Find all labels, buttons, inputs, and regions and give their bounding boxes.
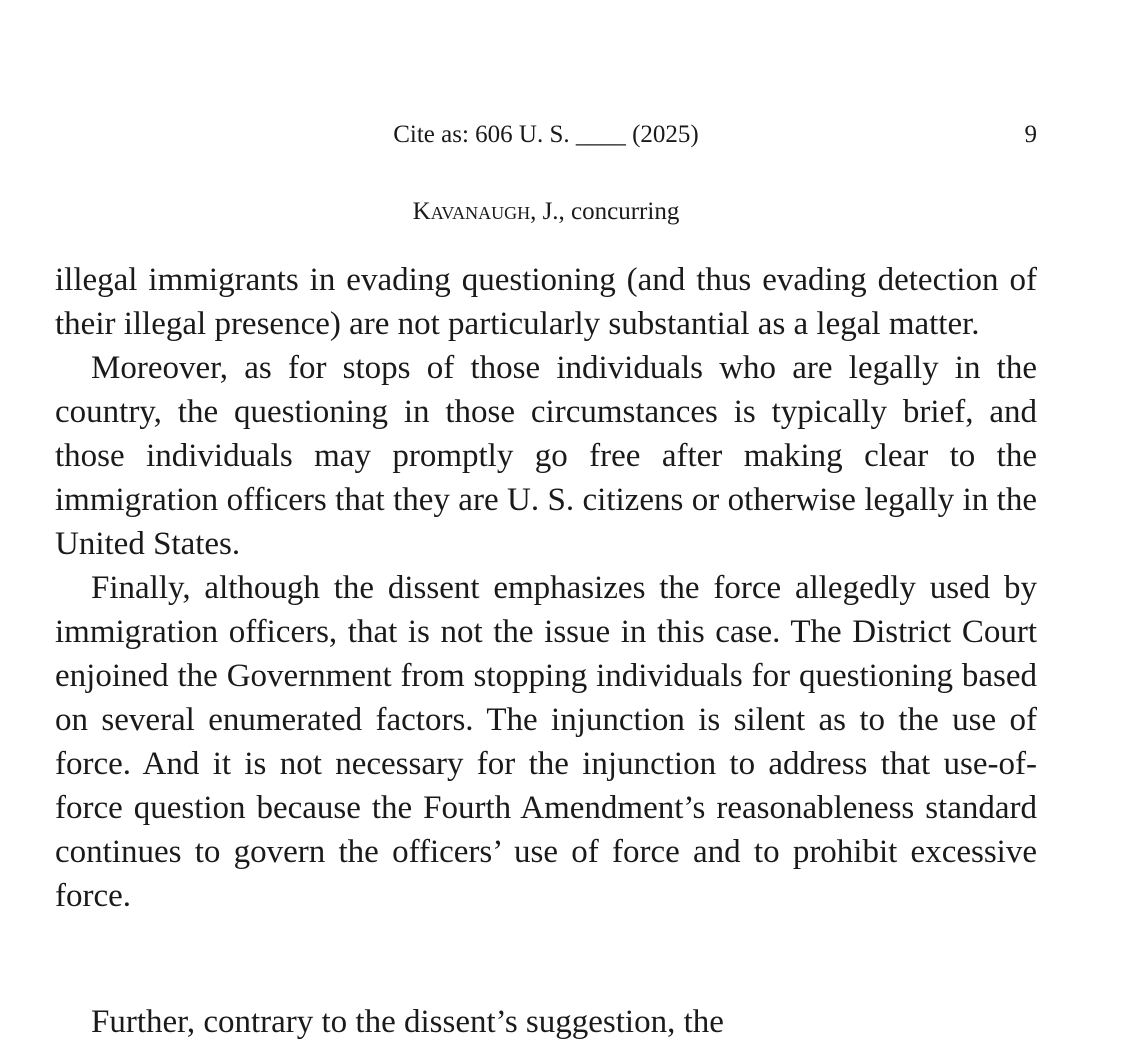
- cut-off-text-line: Further, contrary to the dissent’s suggestion, the: [91, 1004, 724, 1040]
- paragraph: Finally, although the dissent emphasizes the force allegedly used by immigration officers, that is not the issue in this case. The District Court enjoined the Government from stopping individuals for questioning based on several enumerated factors. The injunction is silent as to the use of force. And it is not necessary for the injunction to address that use-of-force question because the Fourth Amendment’s reasonableness standard continues to govern the officers’ use of force and to prohibit excessive force.: [55, 570, 1037, 914]
- running-head: [0, 121, 1125, 153]
- opinion-body: [55, 258, 1037, 918]
- paragraph-continued: illegal immigrants in evading questioning (and thus evading detection of their illegal presence) are not particularly substantial as a legal matter.: [55, 262, 1037, 342]
- opinion-type: , J., concurring: [530, 198, 680, 225]
- page-number: 9: [1024, 121, 1037, 148]
- opinion-heading: [0, 198, 1092, 226]
- paragraph: Moreover, as for stops of those individuals who are legally in the country, the questioning in those circumstances is typically brief, and those individuals may promptly go free after making clear to the immigration officers that they are U. S. citizens or otherwise legally in the United States.: [55, 350, 1037, 562]
- opinion-author: Kavanaugh: [412, 198, 531, 225]
- citation: Cite as: 606 U. S. ____ (2025): [393, 121, 699, 148]
